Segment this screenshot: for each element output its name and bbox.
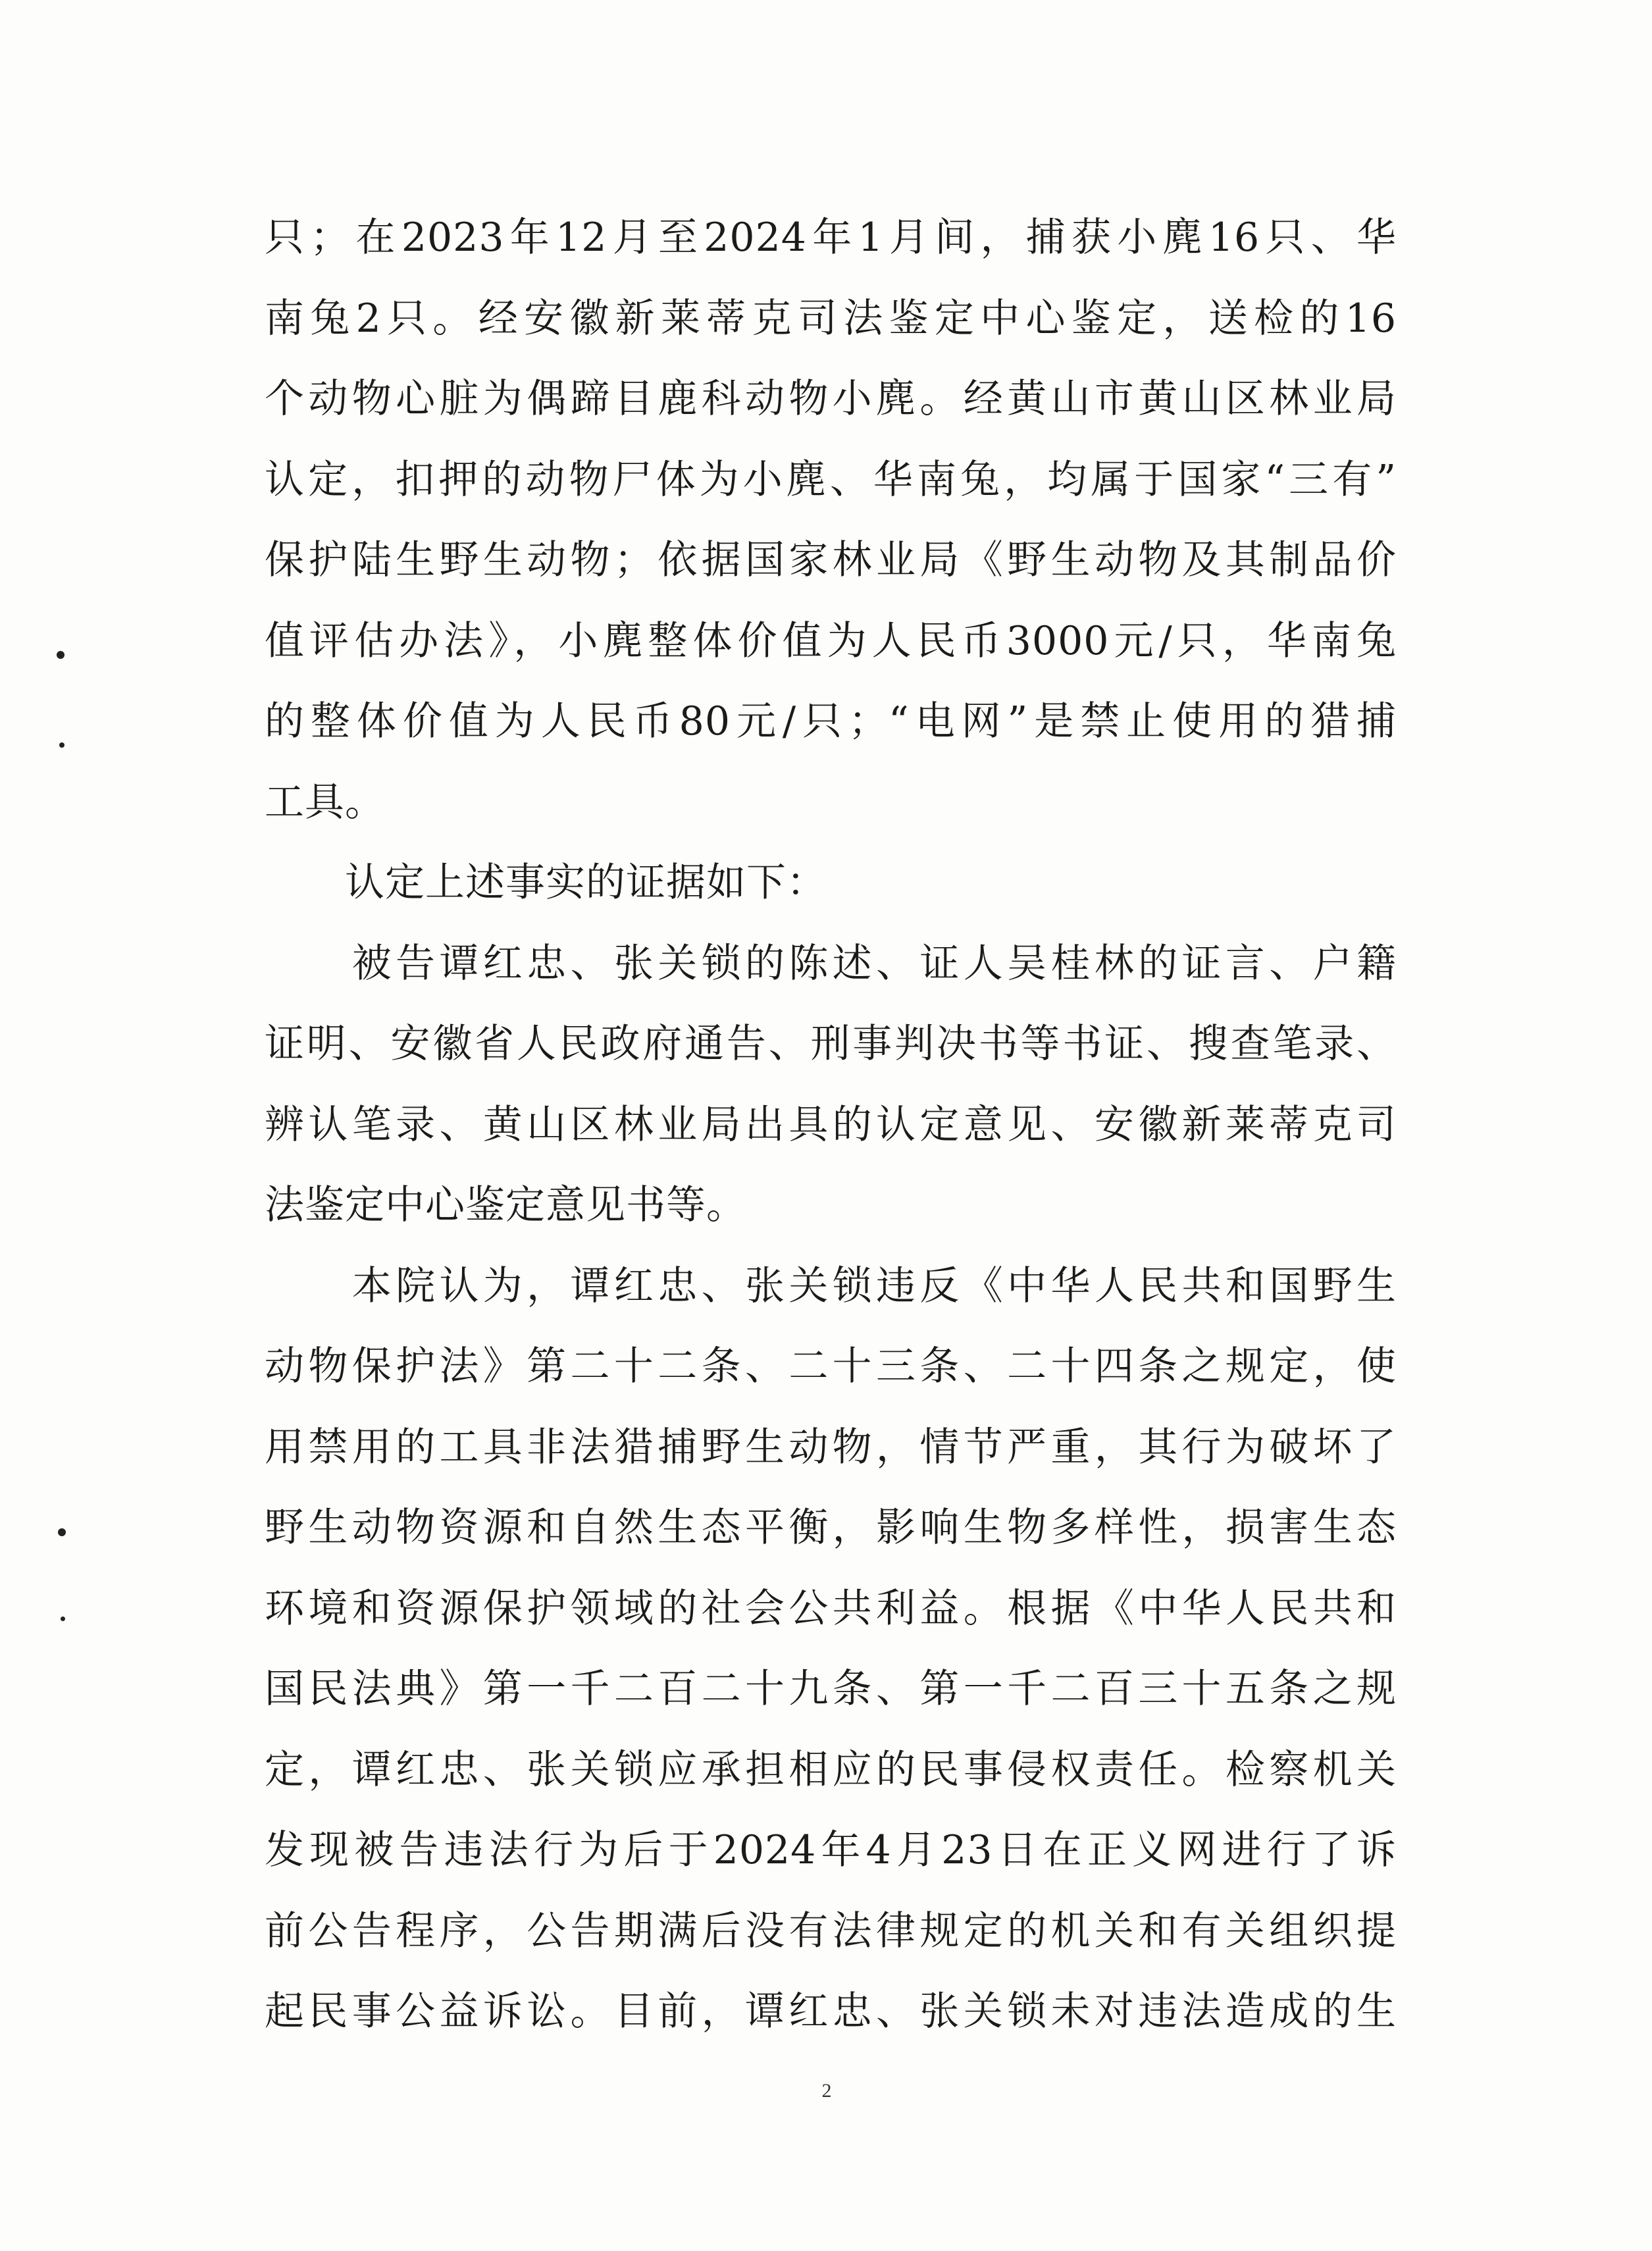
text-line: 认定上述事实的证据如下： xyxy=(265,860,827,906)
text-line: 本院认为，谭红忠、张关锁违反《中华人民共和国野生 xyxy=(265,1262,1397,1309)
text-line: 值评估办法》，小麂整体价值为人民币3000元/只，华南兔 xyxy=(265,617,1397,664)
scan-dot-mark xyxy=(61,1617,65,1621)
text-line: 只；在2023年12月至2024年1月间，捕获小麂16只、华 xyxy=(265,215,1397,261)
scan-dot-mark xyxy=(59,742,65,748)
text-line: 保护陆生野生动物；依据国家林业局《野生动物及其制品价 xyxy=(265,537,1397,583)
text-line: 野生动物资源和自然生态平衡，影响生物多样性，损害生态 xyxy=(265,1505,1397,1551)
page-number: 2 xyxy=(821,2080,832,2102)
text-line: 动物保护法》第二十二条、二十三条、二十四条之规定，使 xyxy=(265,1343,1397,1389)
scan-dot-mark xyxy=(58,1528,66,1536)
scan-dot-mark xyxy=(57,651,65,659)
text-line: 国民法典》第一千二百二十九条、第一千二百三十五条之规 xyxy=(265,1666,1397,1712)
text-line: 辨认笔录、黄山区林业局出具的认定意见、安徽新莱蒂克司 xyxy=(265,1101,1397,1148)
text-line: 起民事公益诉讼。目前，谭红忠、张关锁未对违法造成的生 xyxy=(265,1988,1397,2034)
text-line: 工具。 xyxy=(265,779,385,825)
text-line: 定，谭红忠、张关锁应承担相应的民事侵权责任。检察机关 xyxy=(265,1746,1397,1793)
document-body xyxy=(265,197,1397,2052)
text-line: 南兔2只。经安徽新莱蒂克司法鉴定中心鉴定，送检的16 xyxy=(265,295,1397,342)
text-line: 的整体价值为人民币80元/只；“电网”是禁止使用的猎捕 xyxy=(265,698,1397,744)
text-line: 证明、安徽省人民政府通告、刑事判决书等书证、搜查笔录、 xyxy=(265,1021,1397,1067)
text-line: 前公告程序，公告期满后没有法律规定的机关和有关组织提 xyxy=(265,1907,1397,1954)
text-line: 被告谭红忠、张关锁的陈述、证人吴桂林的证言、户籍 xyxy=(265,940,1397,987)
text-line: 用禁用的工具非法猎捕野生动物，情节严重，其行为破坏了 xyxy=(265,1424,1397,1470)
text-line: 个动物心脏为偶蹄目鹿科动物小麂。经黄山市黄山区林业局 xyxy=(265,376,1397,422)
text-line: 环境和资源保护领域的社会公共利益。根据《中华人民共和 xyxy=(265,1585,1397,1632)
text-line: 认定，扣押的动物尸体为小麂、华南兔，均属于国家“三有” xyxy=(265,456,1397,503)
text-line: 发现被告违法行为后于2024年4月23日在正义网进行了诉 xyxy=(265,1827,1397,1873)
text-line: 法鉴定中心鉴定意见书等。 xyxy=(265,1182,746,1228)
